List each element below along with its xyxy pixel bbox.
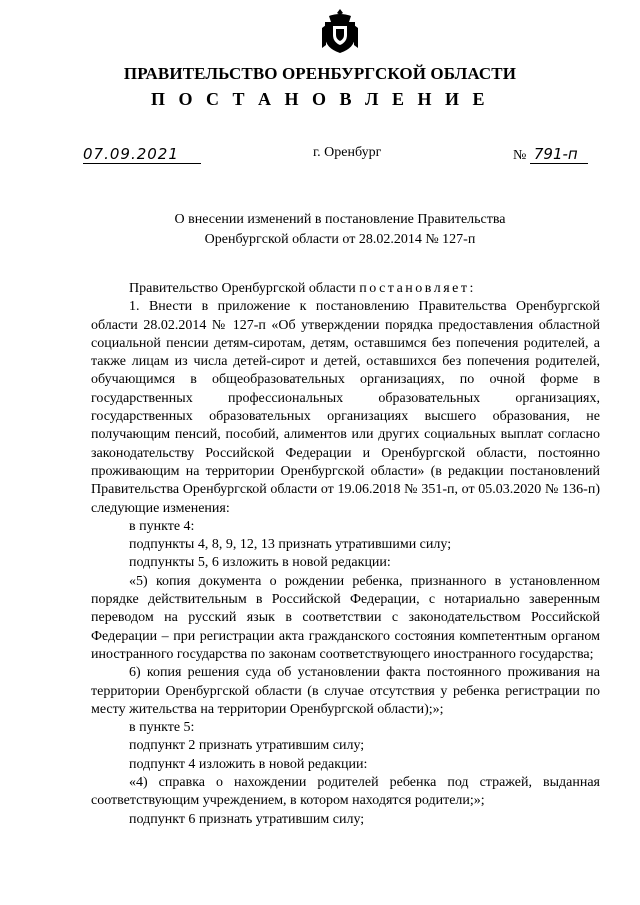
document-city: г. Оренбург	[313, 145, 382, 160]
intro-text: Правительство Оренбургской области	[129, 281, 360, 296]
number-value: 791-п	[530, 145, 588, 164]
document-type: П О С Т А Н О В Л Е Н И Е	[151, 89, 489, 109]
paragraph-1: 1. Внести в приложение к постановлению Правительства Оренбургской области 28.02.2014 № 127-п «Об утверждении порядка предоставления областной социальной пенсии детям-сиротам, детям, оставшимся без попечения родителей, а также лицам из числа детей-сирот и детей, оставшихся без попечения родителей, обучающимся в общеобразовательных организациях, по очной форме в государственных профессиональных образовательных организациях, государственных образовательных организациях высшего образования, не получающим пенсий, пособий, алиментов или других социальных выплат согласно законодательству Российской Федерации и Оренбургской области, постоянно проживающим на территории Оренбургской области» (в редакции постановлений Правительства Оренбургской области от 19.06.2018 № 351-п, от 05.03.2020 № 136-п) следующие изменения:	[91, 299, 600, 516]
intro-paragraph	[91, 280, 600, 298]
document-subject	[0, 210, 640, 250]
document-body	[91, 280, 600, 829]
document-number	[513, 145, 588, 164]
subject-line-2: Оренбургской области от 28.02.2014 № 127-п	[204, 232, 476, 247]
paragraph-8: подпункт 2 признать утратившим силу;	[129, 738, 365, 754]
paragraph-2: в пункте 4:	[129, 518, 195, 534]
paragraph-6: 6) копия решения суда об установлении факта постоянного проживания на территории Оренбургской области (в случае отсутствия у ребенка регистрации по месту жительства на территории Оренбургской области);»;	[91, 665, 600, 717]
subject-line-1: О внесении изменений в постановление Правительства	[174, 212, 506, 227]
coat-of-arms-icon	[321, 8, 359, 54]
document-date: 07.09.2021	[83, 145, 201, 164]
paragraph-5: «5) копия документа о рождении ребенка, признанного в установленном порядке действительным в Российской Федерации, с нотариально заверенным переводом на русский язык в соответствии с законодательством Российской Федерации – при регистрации акта гражданского состояния компетентным органом иностранного государства по законам соответствующего иностранного государства;	[91, 573, 600, 662]
paragraph-10: «4) справка о нахождении родителей ребенка под стражей, выданная соответствующим учреждением, в котором находятся родители;»;	[91, 775, 600, 809]
organization-name: ПРАВИТЕЛЬСТВО ОРЕНБУРГСКОЙ ОБЛАСТИ	[123, 64, 517, 83]
paragraph-4: подпункты 5, 6 изложить в новой редакции:	[129, 555, 391, 571]
paragraph-11: подпункт 6 признать утратившим силу;	[129, 811, 365, 827]
number-prefix: №	[513, 148, 527, 163]
paragraph-3: подпункты 4, 8, 9, 12, 13 признать утратившими силу;	[129, 537, 452, 553]
paragraph-9: подпункт 4 изложить в новой редакции:	[129, 756, 368, 772]
paragraph-7: в пункте 5:	[129, 720, 195, 736]
intro-decree-word: постановляет:	[359, 281, 476, 296]
